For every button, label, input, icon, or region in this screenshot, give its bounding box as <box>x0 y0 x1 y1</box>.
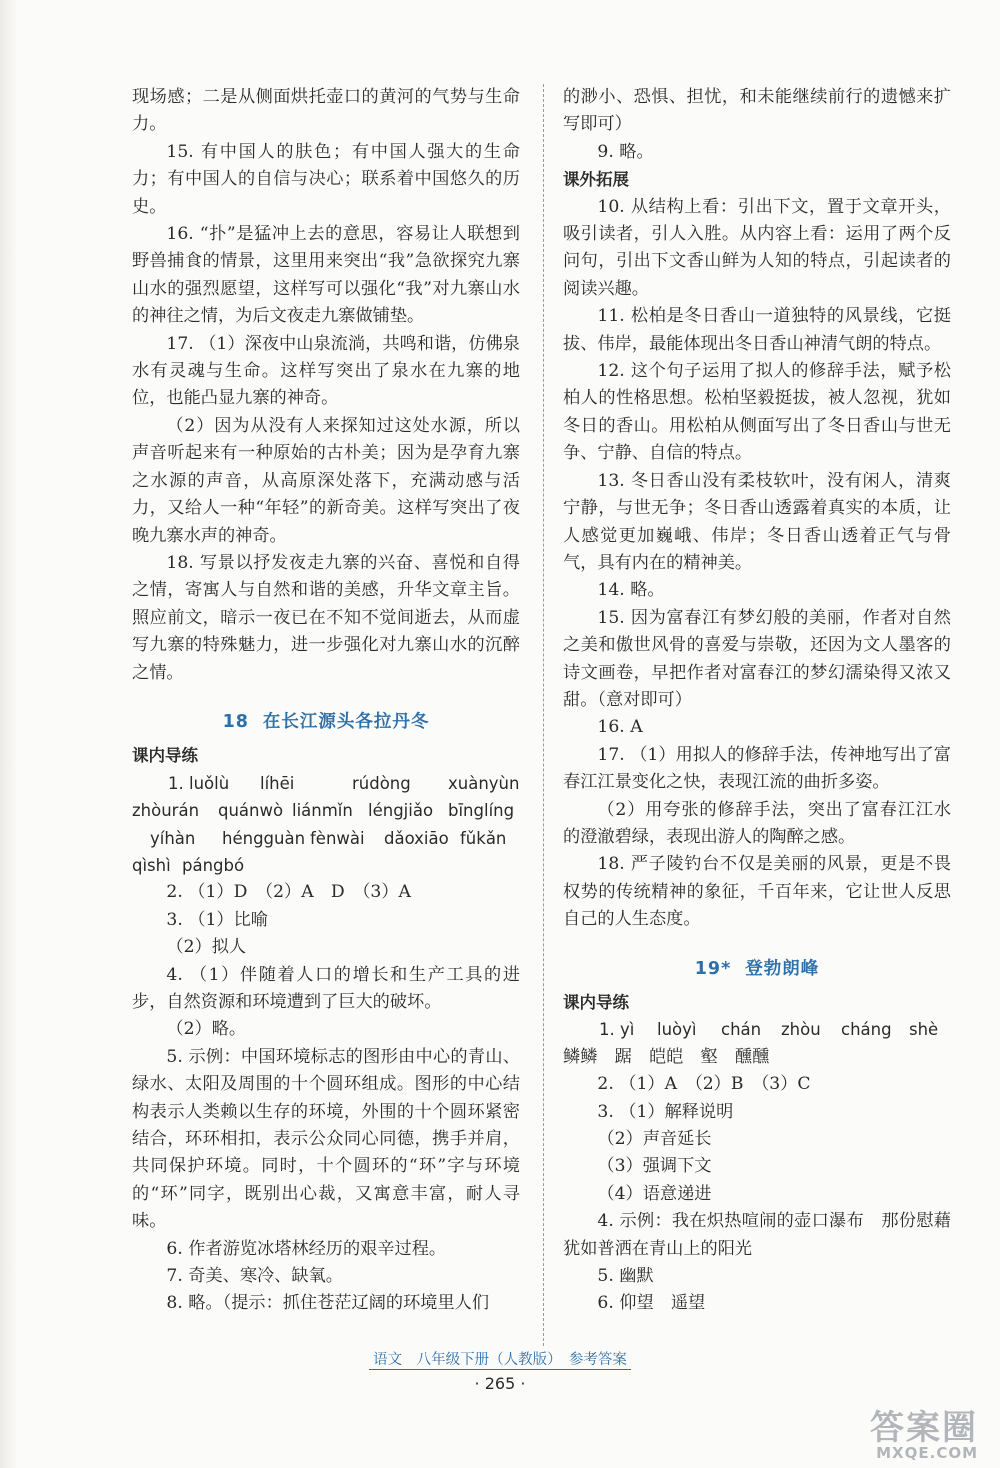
column-divider <box>543 84 544 1346</box>
watermark-url: MXQE.COM <box>876 1444 978 1462</box>
answer-2: 2. （1）D （2）A D （3）A <box>166 882 411 903</box>
pinyin-word: shè <box>909 1020 939 1040</box>
section-number: 18 <box>222 711 249 732</box>
pinyin-line-5 <box>563 1016 951 1043</box>
pinyin-word: fènwài <box>310 828 365 848</box>
pinyin-word: chán <box>721 1020 762 1040</box>
answer-17-1: 17. （1）深夜中山泉流淌，共鸣和谐，仿佛泉水有灵魂与生命。这样写突出了泉水在九寨的地位，也能凸显九寨的神奇。 <box>132 333 520 409</box>
answer-3-1: 3. （1）比喻 <box>166 909 268 930</box>
answer-9: 9. 略。 <box>597 141 654 162</box>
answer-paragraph: 现场感；二是从侧面烘托壶口的黄河的气势与生命力。 <box>132 87 520 135</box>
pinyin-word: quánwò <box>218 801 284 821</box>
answer-3-2: （2）拟人 <box>166 937 247 958</box>
answer-7: 7. 奇美、寒冷、缺氧。 <box>166 1266 343 1287</box>
subsection-heading: 课内导练 <box>132 746 198 766</box>
section-title-18 <box>132 709 520 736</box>
answer-8: 8. 略。（提示：抓住苍茫辽阔的环境里人们 <box>166 1293 490 1314</box>
answer-4-1: 4. （1）伴随着人口的增长和生产工具的进步，自然资源和环境遭到了巨大的破坏。 <box>132 964 520 1012</box>
page-number: · 265 · <box>474 1374 526 1393</box>
pinyin-line-4 <box>132 852 520 879</box>
section-number: 19* <box>694 958 732 979</box>
answer-17-1: 17. （1）用拟人的修辞手法，传神地写出了富春江江景变化之快，表现江流的曲折多姿。 <box>563 744 951 793</box>
answer-16: 16. “扑”是猛冲上去的意思，容易让人联想到野兽捕食的情景，这里用来突出“我”急欲探究九寨山水的强烈愿望，这样写可以强化“我”对九寨山水的神往之情，为后文夜走九寨做铺垫。 <box>132 224 520 327</box>
pinyin-word: xuànyùn <box>448 773 520 793</box>
pinyin-word: yíhàn <box>150 828 196 848</box>
answer-4-2: （2）略。 <box>166 1019 247 1040</box>
answer-3-4: （4）语意递进 <box>597 1183 712 1204</box>
left-column <box>132 84 520 1318</box>
answer-13: 13. 冬日香山没有柔枝软叶，没有闲人，清爽宁静，与世无争；冬日香山透露着真实的本质，让人感觉更加巍峨、伟岸；冬日香山透着正气与骨气，具有内在的精神美。 <box>563 470 951 573</box>
right-column <box>563 84 951 1318</box>
answer-4: 4. 示例：我在炽热喧闹的壶口瀑布 那份慰藉犹如普洒在青山上的阳光 <box>563 1211 951 1259</box>
subsection-heading: 课内导练 <box>563 993 629 1012</box>
pinyin-word: liánmǐn <box>292 801 353 821</box>
section-name: 登勃朗峰 <box>745 958 820 979</box>
answer-12: 12. 这个句子运用了拟人的修辞手法，赋予松柏人的性格思想。松柏坚毅挺拔，被人忽视，犹如冬日的香山。用松柏从侧面写出了冬日香山与世无争、宁静、自信的特点。 <box>563 361 951 464</box>
pinyin-word: 1. yì <box>599 1020 635 1040</box>
answer-3-1: 3. （1）解释说明 <box>597 1101 734 1122</box>
answer-17-2: （2）因为从没有人来探知过这处水源，所以声音听起来有一种原始的古朴美；因为是孕育九寨之水源的声音，从高原深处落下，充满动感与活力，又给人一种“年轻”的新奇美。这样写突出了夜晚九寨水声的神奇。 <box>132 415 520 546</box>
subsection-heading: 课外拓展 <box>563 170 629 190</box>
pinyin-word: 1. luǒlù <box>168 773 230 793</box>
answer-17-2: （2）用夸张的修辞手法，突出了富春江江水的澄澈碧绿，表现出游人的陶醉之感。 <box>563 799 951 847</box>
pinyin-word: rúdòng <box>352 773 411 793</box>
pinyin-word: cháng <box>841 1020 892 1040</box>
pinyin-line-3 <box>132 825 520 852</box>
answer-5: 5. 示例：中国环境标志的图形由中心的青山、绿水、太阳及周围的十个圆环组成。图形的中心结构表示人类赖以生存的环境，外围的十个圆环紧密结合，环环相扣，表示公众同心同德，携手并肩，共同保护环境。同时，十个圆环的“环”字与环境的“环”同字，既别出心裁，又寓意丰富，耐人寻味。 <box>132 1046 520 1232</box>
answer-18: 18. 写景以抒发夜走九寨的兴奋、喜悦和自得之情，寄寓人与自然和谐的美感，升华文章主旨。照应前文，暗示一夜已在不知不觉间逝去，从而虚写九寨的特殊魅力，进一步强化对九寨山水的沉醉之情。 <box>132 552 520 683</box>
running-footer <box>0 1348 1000 1369</box>
pinyin-word: qìshì <box>132 855 171 875</box>
site-watermark <box>832 1400 982 1462</box>
scan-edge-shadow <box>0 0 18 1468</box>
watermark-logo: 答案圈 <box>870 1408 978 1448</box>
pinyin-word: luòyì <box>657 1020 697 1040</box>
answer-10: 10. 从结构上看：引出下文，置于文章开头，吸引读者，引人入胜。从内容上看：运用了两个反问句，引出下文香山鲜为人知的特点，引起读者的阅读兴趣。 <box>563 196 951 299</box>
answer-6: 6. 作者游览冰塔林经历的艰辛过程。 <box>166 1238 447 1259</box>
answer-15: 15. 因为富春江有梦幻般的美丽，作者对自然之美和傲世风骨的喜爱与崇敬，还因为文人墨客的诗文画卷，早把作者对富春江的梦幻濡染得又浓又甜。（意对即可） <box>563 607 951 710</box>
answer-18: 18. 严子陵钓台不仅是美丽的风景，更是不畏权势的传统精神的象征，千百年来，它让世人反思自己的人生态度。 <box>563 854 951 930</box>
pinyin-word: héngguàn <box>222 828 306 848</box>
pinyin-line-1 <box>132 770 520 797</box>
pinyin-line-2 <box>132 797 520 824</box>
answer-3-3: （3）强调下文 <box>597 1156 712 1177</box>
pinyin-word: zhòu <box>781 1020 821 1040</box>
answer-6: 6. 仰望 遥望 <box>597 1293 706 1314</box>
answer-16: 16. A <box>597 717 643 738</box>
answer-3-2: （2）声音延长 <box>597 1129 712 1150</box>
pinyin-word: dǎoxiāo <box>384 828 449 848</box>
pinyin-word: bīnglíng <box>448 801 515 821</box>
answer-2: 2. （1）A （2）B （3）C <box>597 1074 811 1095</box>
answer-15: 15. 有中国人的肤色；有中国人强大的生命力；有中国人的自信与决心；联系着中国悠久的历史。 <box>132 141 520 217</box>
pinyin-word: pángbó <box>182 855 245 875</box>
pinyin-word: léngjiǎo <box>368 801 434 821</box>
answer-11: 11. 松柏是冬日香山一道独特的风景线，它挺拔、伟岸，最能体现出冬日香山神清气朗的特点。 <box>563 306 951 354</box>
answer-14: 14. 略。 <box>597 580 665 601</box>
character-list: 鳞鳞 踞 皑皑 壑 醺醺 <box>563 1046 770 1067</box>
pinyin-word: líhēi <box>260 773 295 793</box>
pinyin-word: fǔkǎn <box>460 828 507 848</box>
answer-5: 5. 幽默 <box>597 1266 654 1287</box>
pinyin-word: zhòurán <box>132 801 200 821</box>
footer-text: 语文 八年级下册（人教版） 参考答案 <box>369 1352 631 1370</box>
answer-8-cont: 的渺小、恐惧、担忧，和未能继续前行的遗憾来扩写即可） <box>563 87 951 135</box>
section-title-19 <box>563 956 951 983</box>
section-name: 在长江源头各拉丹冬 <box>262 711 430 732</box>
